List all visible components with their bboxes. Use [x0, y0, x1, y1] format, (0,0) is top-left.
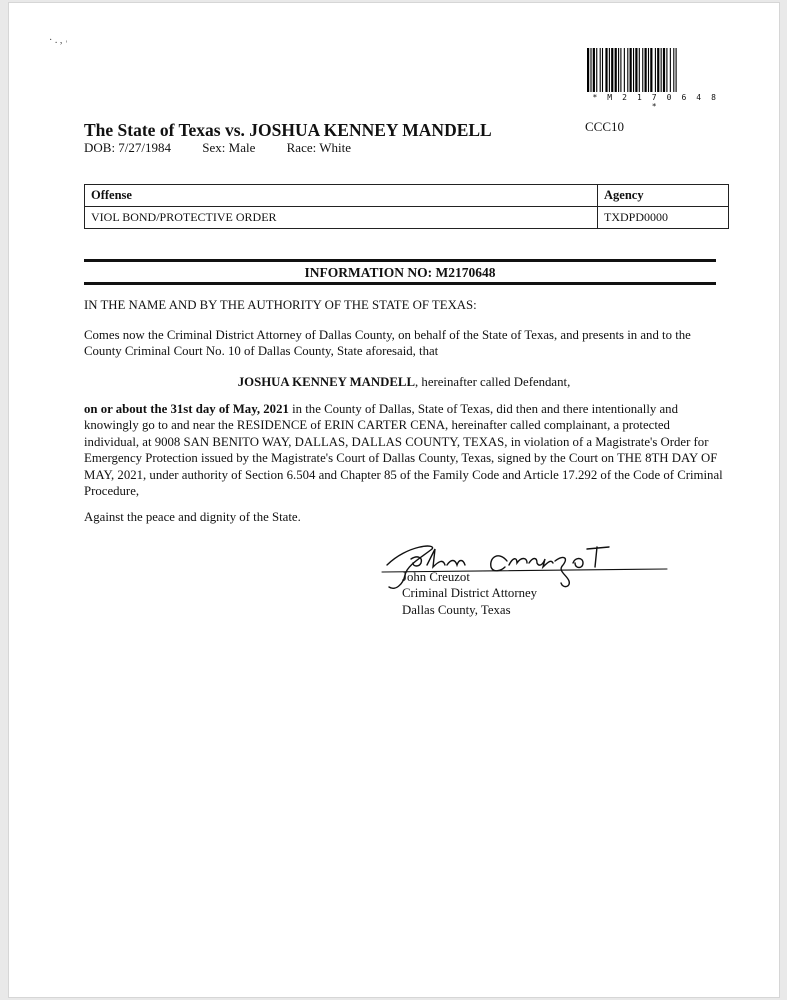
- offense-table: [84, 184, 729, 229]
- barcode-bar: [657, 48, 659, 92]
- signer-county: Dallas County, Texas: [402, 602, 511, 617]
- barcode-bar: [673, 48, 674, 92]
- barcode-bar: [648, 48, 649, 92]
- dob: DOB: 7/27/1984: [84, 140, 172, 155]
- case-title: The State of Texas vs. JOSHUA KENNEY MANDELL: [84, 120, 492, 140]
- signature-block: [402, 569, 537, 618]
- barcode-bar: [639, 48, 640, 92]
- barcode-bar: [627, 48, 628, 92]
- barcode-bar: [587, 48, 589, 92]
- divider-top: [84, 259, 716, 262]
- barcode-bar: [655, 48, 656, 92]
- barcode-bar: [670, 48, 671, 92]
- barcode-bar: [676, 48, 677, 92]
- charge-paragraph: [84, 401, 724, 499]
- divider-bottom: [84, 282, 716, 285]
- barcode-bar: [605, 48, 607, 92]
- information-number: INFORMATION NO: M2170648: [304, 265, 496, 280]
- barcode-bar: [661, 48, 662, 92]
- barcode-bar: [590, 48, 591, 92]
- authority-line: IN THE NAME AND BY THE AUTHORITY OF THE STATE OF TEXAS:: [84, 298, 477, 312]
- barcode-bar: [609, 48, 610, 92]
- race: Race: White: [286, 140, 351, 155]
- barcode-bar: [635, 48, 637, 92]
- barcode-bar: [620, 48, 621, 92]
- defendant-demographics: [84, 140, 379, 156]
- barcode-bar: [593, 48, 595, 92]
- sex: Sex: Male: [202, 140, 256, 155]
- barcode-bar: [615, 48, 617, 92]
- offense-header: Offense: [85, 185, 598, 207]
- offense-value: VIOL BOND/PROTECTIVE ORDER: [85, 207, 598, 229]
- barcode-bar: [624, 48, 625, 92]
- barcode-bar: [630, 48, 632, 92]
- defendant-line: [84, 374, 724, 390]
- scan-speckle: · . , ˒: [49, 35, 69, 46]
- barcode: [587, 48, 724, 96]
- peace-line: Against the peace and dignity of the State.: [84, 510, 301, 524]
- defendant-suffix: , hereinafter called Defendant,: [415, 375, 571, 389]
- barcode-bar: [600, 48, 601, 92]
- barcode-bar: [666, 48, 667, 92]
- agency-value: TXDPD0000: [598, 207, 729, 229]
- comes-now-paragraph: Comes now the Criminal District Attorney of Dallas County, on behalf of the State of Texas, and presents in and to the County Criminal Court No. 10 of Dallas County, State aforesaid, that: [84, 328, 691, 359]
- barcode-bar: [650, 48, 652, 92]
- defendant-name: JOSHUA KENNEY MANDELL: [237, 375, 416, 389]
- signer-name: John Creuzot: [402, 570, 470, 584]
- document-page: [8, 2, 780, 998]
- barcode-bar: [645, 48, 647, 92]
- signer-title: Criminal District Attorney: [402, 586, 538, 601]
- barcode-bar: [642, 48, 643, 92]
- charge-text: in the County of Dallas, State of Texas, did then and there intentionally and knowingly go to and near the RESIDENCE of ERIN CARTER CENA, hereinafter called complainant, a protected individual, at 9008 SAN BENITO WAY, DALLAS, DALLAS COUNTY, TEXAS, in violation of a Magistrate's Order for Emergency Protection issued by the Magistrate's Court of Dallas County, Texas, signed by the Court on THE 8TH DAY OF MAY, 2021, under authority of Section 6.504 and Chapter 85 of the Family Code and Article 17.292 of the Code of Criminal Procedure,: [84, 402, 723, 499]
- barcode-bar: [663, 48, 665, 92]
- barcode-number: * M 2 1 7 0 6 4 8 *: [592, 93, 719, 111]
- barcode-bar: [633, 48, 634, 92]
- barcode-bar: [602, 48, 603, 92]
- court-code: CCC10: [585, 119, 625, 134]
- barcode-bar: [611, 48, 613, 92]
- charge-date: on or about the 31st day of May, 2021: [84, 402, 289, 416]
- barcode-bar: [596, 48, 597, 92]
- barcode-bar: [618, 48, 619, 92]
- agency-header: Agency: [598, 185, 729, 207]
